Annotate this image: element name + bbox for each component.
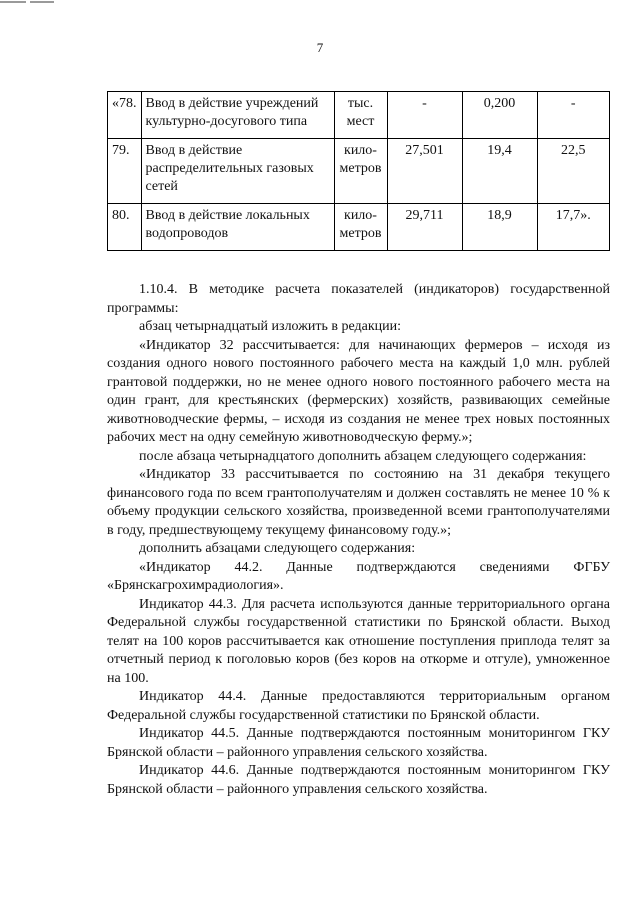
unit-cell: кило-метров <box>334 139 387 204</box>
paragraph: «Индикатор 33 рассчитывается по состоянию на 31 декабря текущего финансового года по всем грантополучателям и должен составлять не менее 10 % к объему продукции сельского хозяйства, произведенной всеми грантополучателями в году, предшествующему текущему финансовому году.»; <box>107 467 610 538</box>
value-cell: 29,711 <box>387 204 462 251</box>
scan-corner-mark <box>0 0 58 6</box>
unit-cell: тыс. мест <box>334 92 387 139</box>
paragraph: дополнить абзацами следующего содержания: <box>139 541 416 556</box>
paragraph: 1.10.4. В методике расчета показателей (индикаторов) государственной программы: <box>107 282 610 316</box>
table-row <box>108 92 610 139</box>
value-cell: - <box>387 92 462 139</box>
table-row <box>108 204 610 251</box>
paragraph: Индикатор 44.5. Данные подтверждаются постоянным мониторингом ГКУ Брянской области – районного управления сельского хозяйства. <box>107 726 610 760</box>
value-cell: 19,4 <box>462 139 537 204</box>
row-number: 79. <box>108 139 142 204</box>
paragraph: Индикатор 44.4. Данные предоставляются территориальным органом Федеральной службы государственной статистики по Брянской области. <box>107 689 610 723</box>
value-cell: 0,200 <box>462 92 537 139</box>
document-body <box>107 281 610 799</box>
value-cell: 18,9 <box>462 204 537 251</box>
unit-cell: кило-метров <box>334 204 387 251</box>
indicators-table <box>107 91 610 251</box>
table-row <box>108 139 610 204</box>
value-cell: - <box>537 92 610 139</box>
indicator-name: Ввод в действие распределительных газовых сетей <box>141 139 334 204</box>
indicator-name: Ввод в действие учреждений культурно-досугового типа <box>141 92 334 139</box>
paragraph: «Индикатор 44.2. Данные подтверждаются сведениями ФГБУ «Брянскагрохимрадиология». <box>107 559 610 593</box>
paragraph: «Индикатор 32 рассчитывается: для начинающих фермеров – исходя из создания одного нового постоянного рабочего места на каждый 1,0 млн. рублей грантовой поддержки, но не менее одного нового постоянного рабочего места на один грант, для крестьянских (фермерских) хозяйств, развивающих семейные животноводческие фермы, – исходя из создания не менее трех новых постоянных рабочих мест на одну семейную животноводческую ферму.»; <box>107 337 610 445</box>
page-number: 7 <box>316 40 324 55</box>
paragraph: абзац четырнадцатый изложить в редакции: <box>139 319 402 334</box>
row-number: «78. <box>108 92 142 139</box>
row-number: 80. <box>108 204 142 251</box>
paragraph: Индикатор 44.3. Для расчета используются данные территориального органа Федеральной службы государственной статистики по Брянской области. Выход телят на 100 коров рассчитывается как отношение поступления приплода телят за отчетный период к поголовью коров (без коров на откорме и отгуле), умноженное на 100. <box>107 596 610 686</box>
paragraph: после абзаца четырнадцатого дополнить абзацем следующего содержания: <box>139 448 587 464</box>
value-cell: 22,5 <box>537 139 610 204</box>
value-cell: 17,7». <box>537 204 610 251</box>
indicator-name: Ввод в действие локальных водопроводов <box>141 204 334 251</box>
paragraph: Индикатор 44.6. Данные подтверждаются постоянным мониторингом ГКУ Брянской области – районного управления сельского хозяйства. <box>107 763 610 797</box>
value-cell: 27,501 <box>387 139 462 204</box>
